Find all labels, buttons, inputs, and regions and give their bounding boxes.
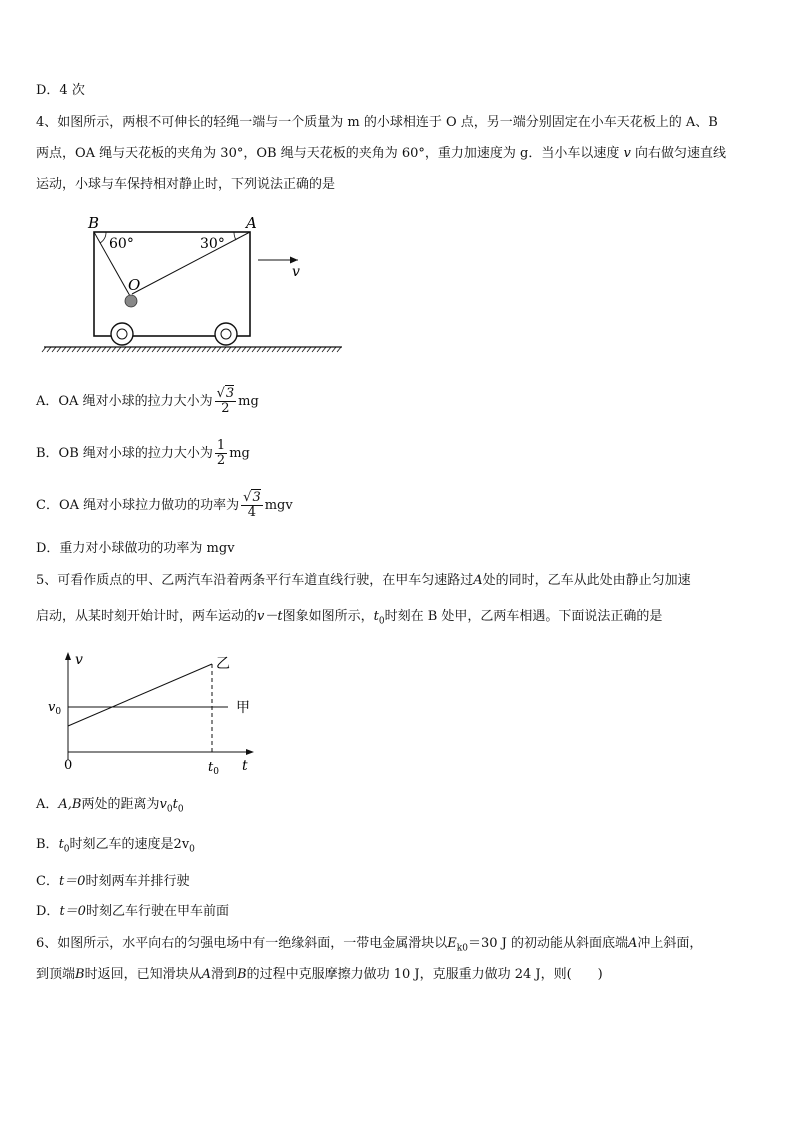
rope-oa: [132, 232, 250, 294]
ball-o: [125, 295, 137, 307]
q4-option-a: A．OA 绳对小球的拉力大小为 $\frac{√3}{2}$ mg: [36, 386, 259, 416]
velocity-label: v: [292, 264, 300, 280]
q5-option-d: D．t＝0时刻乙车行驶在甲车前面: [36, 904, 229, 919]
t-axis-label: t: [242, 758, 248, 774]
wheel-right: [215, 323, 237, 345]
angle-label-b: 60°: [109, 236, 134, 252]
t0-label: $t_0$: [208, 760, 219, 777]
yi-label: 乙: [216, 656, 230, 672]
origin-label: 0: [64, 758, 73, 773]
q5-stem-line1: 5、可看作质点的甲、乙两汽车沿着两条平行车道直线行驶，在甲车匀速路过A处的同时，乙车从此处由静止匀加速: [36, 573, 691, 588]
ground-hatching: [42, 347, 341, 352]
q4-stem-line2: 两点，OA 绳与天花板的夹角为 30°，OB 绳与天花板的夹角为 60°，重力加速度为 g．当小车以速度 v 向右做匀速直线: [36, 146, 726, 161]
line-yi: [68, 664, 212, 726]
angle-label-a: 30°: [200, 236, 225, 252]
q5-option-a: A．A,B两处的距离为$v_0t_0$: [36, 797, 184, 815]
q5-stem-line2: 启动，从某时刻开始计时，两车运动的v－t图象如图所示，$t_0$时刻在 B 处甲，乙两车相遇。下面说法正确的是: [36, 609, 663, 627]
v-axis-label: v: [75, 652, 83, 668]
angle-arc-a: [234, 232, 236, 240]
q6-stem-line1: 6、如图所示，水平向右的匀强电场中有一绝缘斜面，一带电金属滑块以$E_{k0}=30$ J 的初动能从斜面底端A冲上斜面，: [36, 936, 703, 954]
v0-label: $v_0$: [48, 700, 62, 717]
label-b: B: [88, 214, 100, 232]
q3-option-d: D．4 次: [36, 83, 85, 98]
q4-option-c: C．OA 绳对小球拉力做功的功率为 $\frac{√3}{4}$ mgv: [36, 490, 293, 520]
label-o: O: [128, 276, 141, 294]
q6-stem-line2: 到顶端B时返回，已知滑块从A滑到B的过程中克服摩擦力做功 10 J，克服重力做功 24 J，则( ): [36, 967, 603, 982]
q5-option-b: B．$t_0$时刻乙车的速度是$2v_0$: [36, 837, 195, 855]
q5-vt-graph: [40, 648, 270, 778]
q4-stem-line1: 4、如图所示，两根不可伸长的轻绳一端与一个质量为 m 的小球相连于 O 点，另一端分别固定在小车天花板上的 A、B: [36, 115, 718, 130]
q5-option-c: C．t＝0时刻两车并排行驶: [36, 874, 190, 889]
q4-option-d: D．重力对小球做功的功率为 mgv: [36, 541, 235, 556]
label-a: A: [246, 214, 257, 232]
velocity-arrowhead: [290, 257, 298, 264]
q4-cart-figure: [40, 210, 350, 358]
wheel-left: [111, 323, 133, 345]
q4-option-b: B．OB 绳对小球的拉力大小为 $\frac{1}{2}$ mg: [36, 438, 250, 468]
jia-label: 甲: [236, 700, 250, 716]
angle-arc-b: [100, 232, 106, 243]
q4-stem-line3: 运动，小球与车保持相对静止时，下列说法正确的是: [36, 177, 336, 192]
